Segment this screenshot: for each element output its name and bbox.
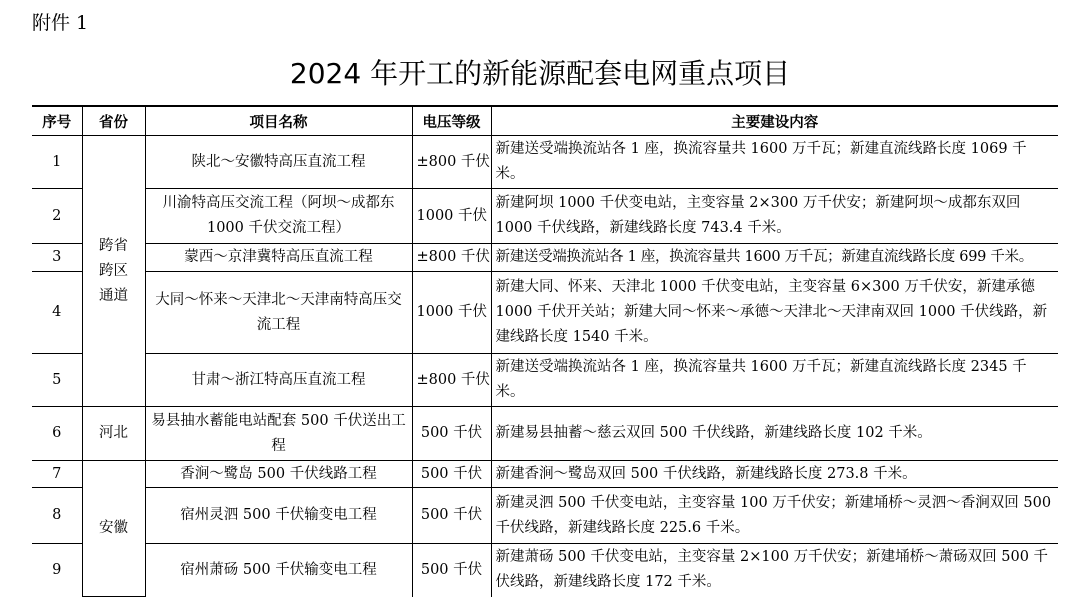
construction-content: 新建灵泗 500 千伏变电站，主变容量 100 万千伏安；新建埇桥～灵泗～香涧双回 500 千伏线路，新建线路长度 225.6 千米。 <box>491 488 1058 544</box>
project-name: 宿州萧砀 500 千伏输变电工程 <box>145 544 412 597</box>
table-row <box>32 544 1058 597</box>
province-cell <box>82 136 145 407</box>
voltage-level: ±800 千伏 <box>412 136 491 189</box>
construction-content: 新建送受端换流站各 1 座，换流容量共 1600 万千瓦；新建直流线路长度 2345 千米。 <box>491 354 1058 407</box>
header-content: 主要建设内容 <box>491 106 1058 136</box>
row-index: 5 <box>32 354 82 407</box>
row-index: 2 <box>32 189 82 244</box>
document-title: 2024 年开工的新能源配套电网重点项目 <box>289 57 791 90</box>
table-header-row <box>32 106 1058 136</box>
projects-table <box>32 105 1058 597</box>
construction-content: 新建大同、怀来、天津北 1000 千伏变电站，主变容量 6×300 万千伏安，新建承德 1000 千伏开关站；新建大同～怀来～承德～天津北～天津南双回 1000 千伏线路，新建线路长度 1540 千米。 <box>491 272 1058 354</box>
row-index: 6 <box>32 407 82 461</box>
row-index: 8 <box>32 488 82 544</box>
project-name: 陕北～安徽特高压直流工程 <box>145 136 412 189</box>
row-index: 4 <box>32 272 82 354</box>
project-name: 大同～怀来～天津北～天津南特高压交流工程 <box>145 272 412 354</box>
header-project: 项目名称 <box>145 106 412 136</box>
row-index: 1 <box>32 136 82 189</box>
attachment-label: 附件 1 <box>32 12 89 34</box>
header-index: 序号 <box>32 106 82 136</box>
construction-content: 新建萧砀 500 千伏变电站，主变容量 2×100 万千伏安；新建埇桥～萧砀双回 500 千伏线路，新建线路长度 172 千米。 <box>491 544 1058 597</box>
voltage-level: 1000 千伏 <box>412 189 491 244</box>
table-row <box>32 272 1058 354</box>
voltage-level: 1000 千伏 <box>412 272 491 354</box>
row-index: 7 <box>32 461 82 488</box>
table-row <box>32 244 1058 272</box>
project-name: 易县抽水蓄能电站配套 500 千伏送出工程 <box>145 407 412 461</box>
voltage-level: ±800 千伏 <box>412 244 491 272</box>
construction-content: 新建易县抽蓄～慈云双回 500 千伏线路，新建线路长度 102 千米。 <box>491 407 1058 461</box>
project-name: 香涧～鹭岛 500 千伏线路工程 <box>145 461 412 488</box>
table-row <box>32 189 1058 244</box>
row-index: 9 <box>32 544 82 597</box>
voltage-level: 500 千伏 <box>412 488 491 544</box>
voltage-level: 500 千伏 <box>412 407 491 461</box>
construction-content: 新建送受端换流站各 1 座，换流容量共 1600 万千瓦；新建直流线路长度 699 千米。 <box>491 244 1058 272</box>
construction-content: 新建香涧～鹭岛双回 500 千伏线路，新建线路长度 273.8 千米。 <box>491 461 1058 488</box>
project-name: 甘肃～浙江特高压直流工程 <box>145 354 412 407</box>
table-row <box>32 488 1058 544</box>
province-cell: 安徽 <box>82 461 145 597</box>
province-cell: 河北 <box>82 407 145 461</box>
construction-content: 新建阿坝 1000 千伏变电站，主变容量 2×300 万千伏安；新建阿坝～成都东双回 1000 千伏线路，新建线路长度 743.4 千米。 <box>491 189 1058 244</box>
row-index: 3 <box>32 244 82 272</box>
province-label: 跨省跨区通道 <box>99 237 128 304</box>
table-row <box>32 407 1058 461</box>
header-voltage: 电压等级 <box>412 106 491 136</box>
voltage-level: 500 千伏 <box>412 461 491 488</box>
table-row <box>32 354 1058 407</box>
project-name: 川渝特高压交流工程（阿坝～成都东 1000 千伏交流工程） <box>145 189 412 244</box>
table-row <box>32 136 1058 189</box>
project-name: 宿州灵泗 500 千伏输变电工程 <box>145 488 412 544</box>
construction-content: 新建送受端换流站各 1 座，换流容量共 1600 万千瓦；新建直流线路长度 1069 千米。 <box>491 136 1058 189</box>
project-name: 蒙西～京津冀特高压直流工程 <box>145 244 412 272</box>
header-province: 省份 <box>82 106 145 136</box>
voltage-level: 500 千伏 <box>412 544 491 597</box>
table-row <box>32 461 1058 488</box>
voltage-level: ±800 千伏 <box>412 354 491 407</box>
